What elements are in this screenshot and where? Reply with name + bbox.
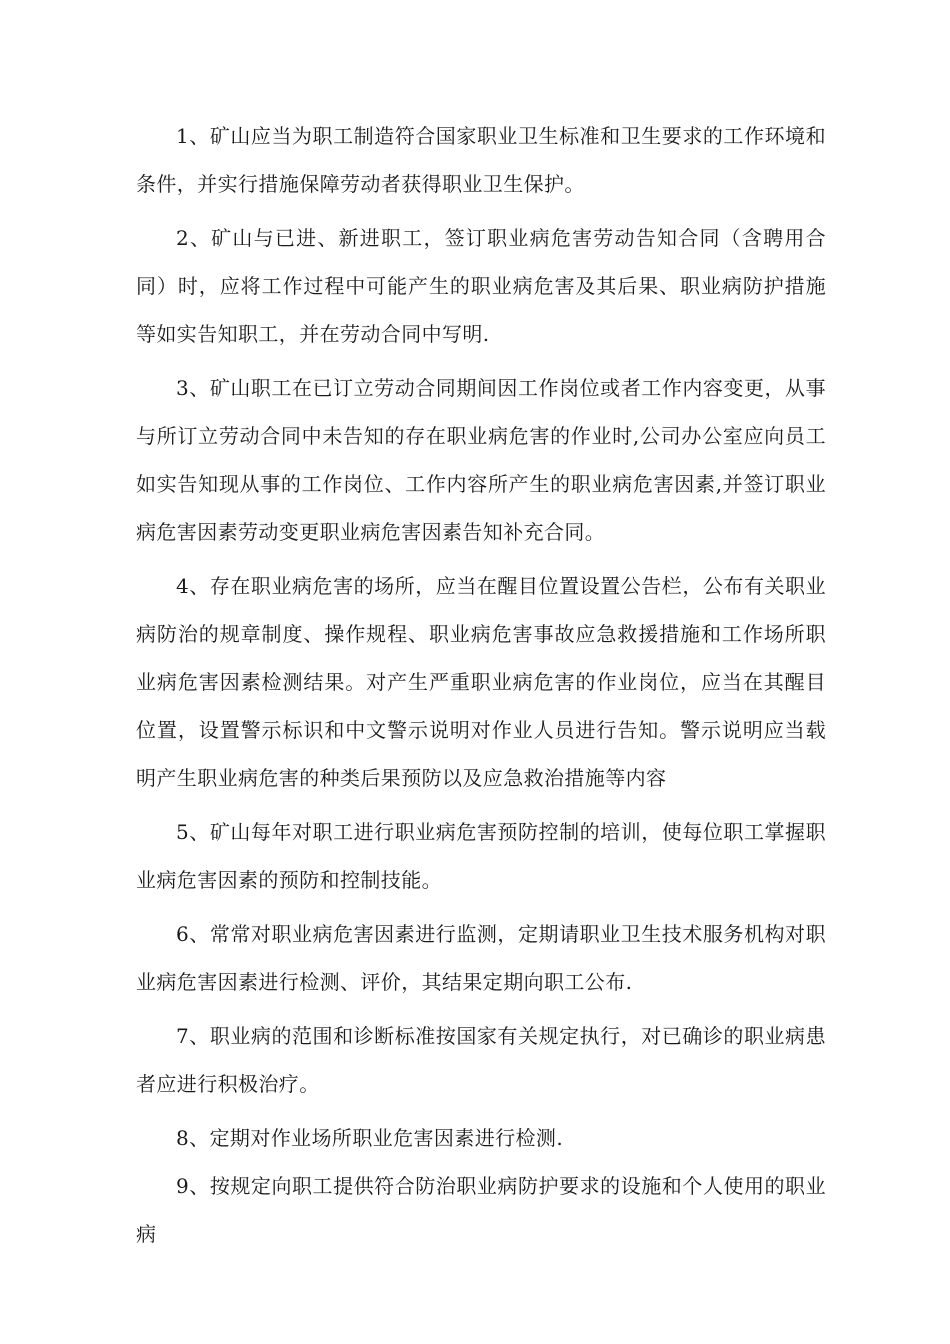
paragraph-1: 1、矿山应当为职工制造符合国家职业卫生标准和卫生要求的工作环境和条件，并实行措施保障劳动者获得职业卫生保护。 (136, 124, 826, 196)
paragraph-6: 6、常常对职业病危害因素进行监测，定期请职业卫生技术服务机构对职业病危害因素进行检测、评价，其结果定期向职工公布. (136, 922, 826, 994)
paragraph-3: 3、矿山职工在已订立劳动合同期间因工作岗位或者工作内容变更，从事与所订立劳动合同中未告知的存在职业病危害的作业时,公司办公室应向员工如实告知现从事的工作岗位、工作内容所产生的职业病危害因素,并签订职业病危害因素劳动变更职业病危害因素告知补充合同。 (136, 376, 826, 544)
paragraph-2: 2、矿山与已进、新进职工，签订职业病危害劳动告知合同（含聘用合同）时，应将工作过程中可能产生的职业病危害及其后果、职业病防护措施等如实告知职工，并在劳动合同中写明. (136, 226, 826, 346)
paragraph-5: 5、矿山每年对职工进行职业病危害预防控制的培训，使每位职工掌握职业病危害因素的预防和控制技能。 (136, 820, 826, 892)
paragraph-4: 4、存在职业病危害的场所，应当在醒目位置设置公告栏，公布有关职业病防治的规章制度、操作规程、职业病危害事故应急救援措施和工作场所职业病危害因素检测结果。对产生严重职业病危害的作业岗位，应当在其醒目位置，设置警示标识和中文警示说明对作业人员进行告知。警示说明应当载明产生职业病危害的种类后果预防以及应急救治措施等内容 (136, 574, 826, 790)
paragraph-8: 8、定期对作业场所职业危害因素进行检测. (176, 1126, 564, 1150)
paragraph-7: 7、职业病的范围和诊断标准按国家有关规定执行，对已确诊的职业病患者应进行积极治疗。 (136, 1024, 826, 1096)
document-body (136, 112, 826, 1258)
paragraph-9: 9、按规定向职工提供符合防治职业病防护要求的设施和个人使用的职业病 (136, 1174, 826, 1246)
